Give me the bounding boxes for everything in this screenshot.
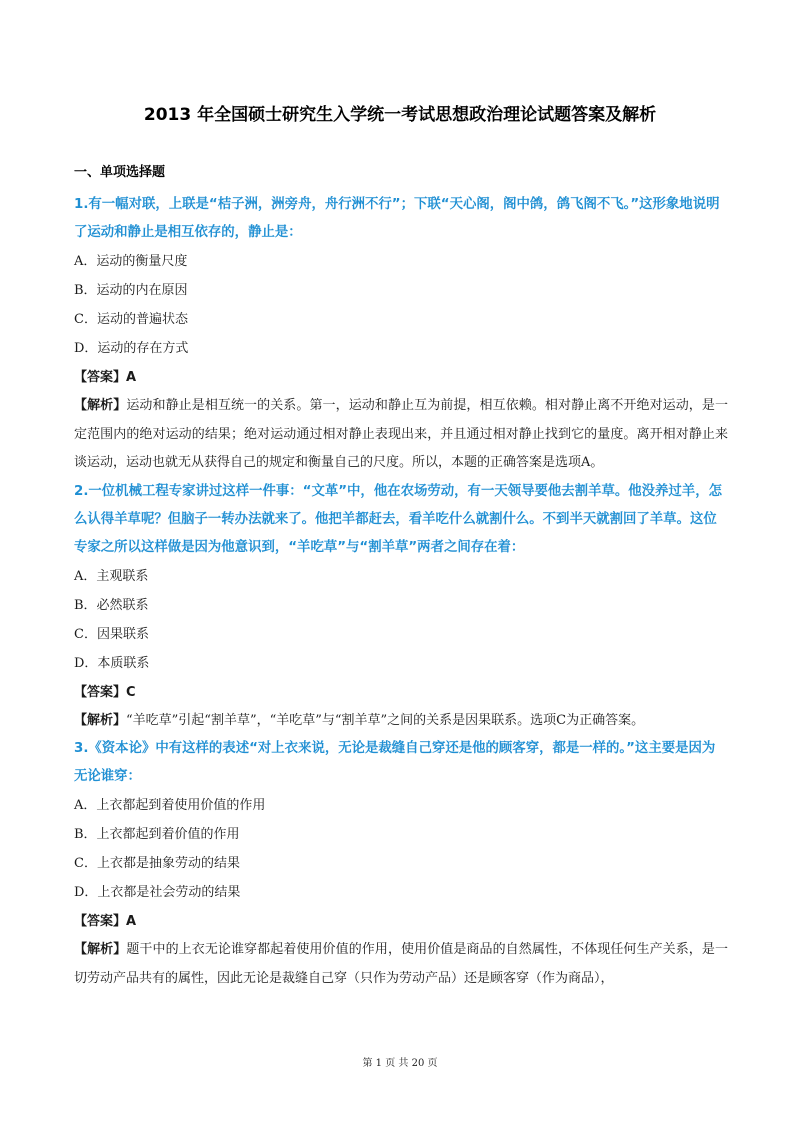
option-c: C．因果联系 xyxy=(74,626,149,642)
option-a: A．上衣都起到着使用价值的作用 xyxy=(74,798,266,813)
question-text: 3.《资本论》中有这样的表述“对上衣来说，无论是裁缝自己穿还是他的顾客穿，都是一样的。”这主要是因为无论谁穿： xyxy=(74,741,716,784)
option-d: D．上衣都是社会劳动的结果 xyxy=(74,885,241,900)
answer-tag: 【答案】 xyxy=(74,370,127,385)
document-body xyxy=(74,163,728,993)
question-text: 1.有一幅对联，上联是“桔子洲，洲旁舟，舟行洲不行”；下联“天心阁，阁中鸽，鸽飞阁不飞。”这形象地说明了运动和静止是相互依存的，静止是： xyxy=(74,197,720,240)
option-d: D．本质联系 xyxy=(74,655,150,671)
answer-line xyxy=(74,678,728,707)
option-b: B．运动的内在原因 xyxy=(74,283,188,298)
option-d: D．运动的存在方式 xyxy=(74,341,189,356)
answer-value: C xyxy=(126,684,136,700)
analysis-paragraph xyxy=(74,392,728,478)
analysis-tag: 【解析】 xyxy=(74,398,127,413)
answer-value: A xyxy=(126,914,137,929)
analysis-paragraph xyxy=(74,936,728,993)
answer-line xyxy=(74,363,728,392)
question-block xyxy=(74,735,728,993)
section-title: 一、单项选择题 xyxy=(74,165,166,180)
page-title: 2013 年全国硕士研究生入学统一考试思想政治理论试题答案及解析 xyxy=(143,105,657,125)
option-a: A．运动的衡量尺度 xyxy=(74,254,188,269)
page-footer: 第 1 页 共 20 页 xyxy=(362,1058,438,1069)
option-c: C．上衣都是抽象劳动的结果 xyxy=(74,856,240,871)
answer-tag: 【答案】 xyxy=(74,684,127,700)
analysis-text: “羊吃草”引起“割羊草”，“羊吃草”与“割羊草”之间的关系是因果联系。选项C为正确答案。 xyxy=(126,712,645,728)
option-c: C．运动的普遍状态 xyxy=(74,312,188,327)
analysis-paragraph xyxy=(74,707,728,736)
answer-line xyxy=(74,907,728,936)
answer-value: A xyxy=(126,370,137,385)
question-block xyxy=(74,191,728,478)
option-b: B．上衣都起到着价值的作用 xyxy=(74,827,240,842)
analysis-tag: 【解析】 xyxy=(74,712,127,728)
option-b: B．必然联系 xyxy=(74,597,149,613)
analysis-text: 运动和静止是相互统一的关系。第一，运动和静止互为前提，相互依赖。相对静止离不开绝对运动，是一定范围内的绝对运动的结果；绝对运动通过相对静止表现出来，并且通过相对静止找到它的量度。离开相对静止来谈运动，运动也就无从获得自己的规定和衡量自己的尺度。所以，本题的正确答案是选项A。 xyxy=(74,398,728,470)
analysis-text: 题干中的上衣无论谁穿都起着使用价值的作用，使用价值是商品的自然属性，不体现任何生产关系，是一切劳动产品共有的属性，因此无论是裁缝自己穿（只作为劳动产品）还是顾客穿（作为商品）， xyxy=(74,942,728,986)
analysis-tag: 【解析】 xyxy=(74,942,127,957)
question-text: 2.一位机械工程专家讲过这样一件事：“文革”中，他在农场劳动，有一天领导要他去割羊草。他没养过羊，怎么认得羊草呢？但脑子一转办法就来了。他把羊都赶去，看羊吃什么就割什么。不到半天就割回了羊草。这位专家之所以这样做是因为他意识到，“羊吃草”与“割羊草”两者之间存在着： xyxy=(74,483,722,555)
answer-tag: 【答案】 xyxy=(74,914,127,929)
option-a: A．主观联系 xyxy=(74,568,149,584)
question-block xyxy=(74,478,728,736)
